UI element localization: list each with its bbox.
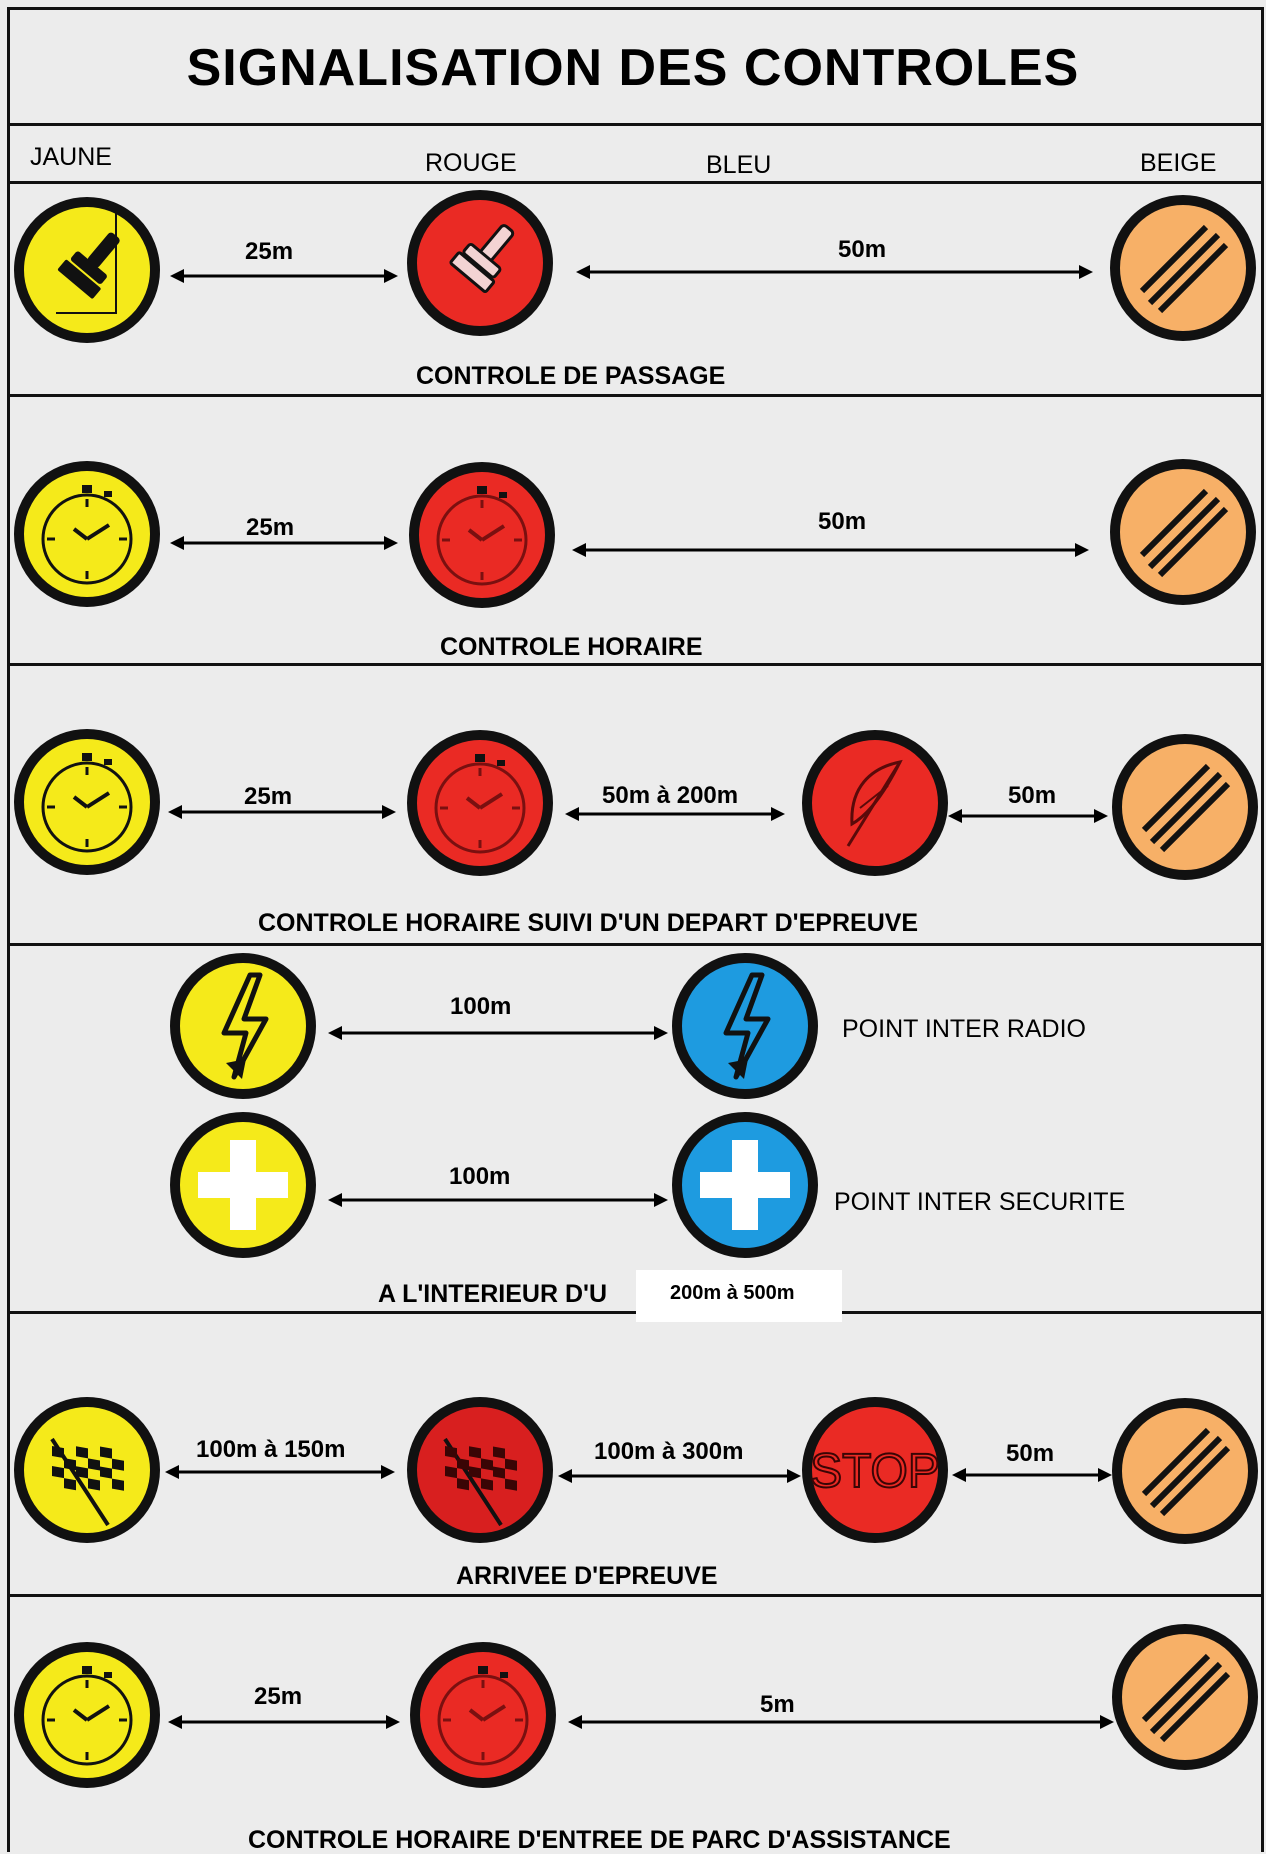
divider bbox=[7, 181, 1264, 184]
red-clock-sign bbox=[405, 728, 555, 878]
red-checkered-flag-sign bbox=[405, 1395, 555, 1545]
divider bbox=[7, 943, 1264, 946]
distance-label: 50m bbox=[818, 508, 867, 535]
distance-label: 100m bbox=[449, 1163, 511, 1190]
divider bbox=[7, 1594, 1264, 1597]
distance-arrow bbox=[328, 1023, 668, 1043]
beige-end-sign bbox=[1110, 1396, 1260, 1546]
point-label: POINT INTER RADIO bbox=[842, 1015, 1087, 1043]
blue-radio-sign bbox=[670, 951, 820, 1101]
section-caption: CONTROLE HORAIRE bbox=[440, 633, 703, 661]
divider bbox=[7, 394, 1264, 397]
distance-arrow bbox=[576, 262, 1093, 282]
section-caption: CONTROLE HORAIRE D'ENTREE DE PARC D'ASSISTANCE bbox=[248, 1826, 951, 1854]
yellow-checkered-flag-sign bbox=[12, 1395, 162, 1545]
distance-label: 25m bbox=[246, 514, 295, 541]
distance-label: 100m à 300m bbox=[594, 1438, 744, 1465]
distance-arrow bbox=[165, 1462, 395, 1482]
header-beige: BEIGE bbox=[1140, 149, 1217, 177]
yellow-clock-sign bbox=[12, 1640, 162, 1790]
distance-label: 100m à 150m bbox=[196, 1436, 346, 1463]
yellow-stamp-sign bbox=[12, 195, 162, 345]
blue-cross-sign bbox=[670, 1110, 820, 1260]
distance-arrow bbox=[328, 1190, 668, 1210]
distance-arrow bbox=[558, 1466, 801, 1486]
divider bbox=[7, 123, 1264, 126]
distance-label: 50m bbox=[1006, 1440, 1055, 1467]
distance-label: 100m bbox=[450, 993, 512, 1020]
stop-text: STOP bbox=[810, 1445, 940, 1498]
yellow-clock-sign bbox=[12, 459, 162, 609]
distance-label: 25m bbox=[254, 1683, 303, 1710]
red-flag-start-sign bbox=[800, 728, 950, 878]
distance-label: 25m bbox=[244, 783, 293, 810]
red-stamp-sign bbox=[405, 188, 555, 338]
stop-sign bbox=[800, 1395, 950, 1545]
distance-label: 50m bbox=[838, 236, 887, 263]
section-caption: ARRIVEE D'EPREUVE bbox=[456, 1562, 718, 1590]
section-caption: A L'INTERIEUR D'U bbox=[378, 1280, 608, 1308]
page-title: SIGNALISATION DES CONTROLES bbox=[186, 39, 1080, 97]
distance-arrow bbox=[168, 1712, 400, 1732]
yellow-radio-sign bbox=[168, 951, 318, 1101]
yellow-cross-sign bbox=[168, 1110, 318, 1260]
overlay-distance-label: 200m à 500m bbox=[670, 1282, 795, 1304]
distance-label: 25m bbox=[245, 238, 294, 265]
distance-arrow bbox=[952, 1465, 1112, 1485]
section-caption: CONTROLE DE PASSAGE bbox=[416, 362, 726, 390]
distance-arrow bbox=[568, 1712, 1114, 1732]
distance-label: 50m à 200m bbox=[602, 782, 739, 809]
divider bbox=[7, 663, 1264, 666]
distance-label: 50m bbox=[1008, 782, 1057, 809]
beige-end-sign bbox=[1110, 1622, 1260, 1772]
red-clock-sign bbox=[407, 460, 557, 610]
red-clock-sign bbox=[408, 1640, 558, 1790]
distance-label: 5m bbox=[760, 1691, 795, 1718]
header-bleu: BLEU bbox=[706, 151, 772, 179]
section-caption: CONTROLE HORAIRE SUIVI D'UN DEPART D'EPREUVE bbox=[258, 909, 919, 937]
point-label: POINT INTER SECURITE bbox=[834, 1188, 1126, 1216]
beige-end-sign bbox=[1110, 732, 1260, 882]
beige-end-sign bbox=[1108, 457, 1258, 607]
distance-arrow bbox=[170, 266, 398, 286]
header-jaune: JAUNE bbox=[30, 143, 112, 171]
yellow-clock-sign bbox=[12, 727, 162, 877]
beige-end-sign bbox=[1108, 193, 1258, 343]
header-rouge: ROUGE bbox=[425, 149, 517, 177]
distance-arrow bbox=[572, 540, 1089, 560]
